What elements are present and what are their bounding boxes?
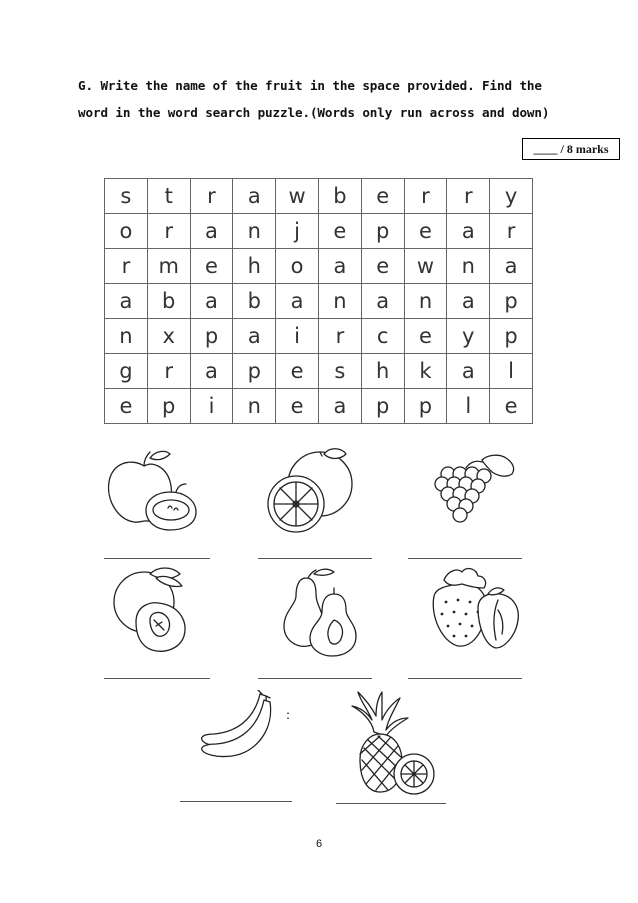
grid-cell[interactable]: n: [318, 284, 361, 319]
grid-cell[interactable]: l: [447, 389, 490, 424]
grid-cell[interactable]: g: [105, 354, 148, 389]
grid-cell[interactable]: e: [404, 319, 447, 354]
grid-cell[interactable]: a: [190, 284, 233, 319]
grid-cell[interactable]: y: [490, 179, 533, 214]
grid-cell[interactable]: s: [105, 179, 148, 214]
grid-cell[interactable]: m: [147, 249, 190, 284]
grid-cell[interactable]: p: [404, 389, 447, 424]
answer-line-5[interactable]: [258, 678, 372, 679]
peach-icon: [106, 566, 194, 656]
grid-cell[interactable]: s: [318, 354, 361, 389]
stray-mark: :: [286, 708, 291, 722]
grid-cell[interactable]: b: [233, 284, 276, 319]
grid-cell[interactable]: p: [147, 389, 190, 424]
grid-cell[interactable]: e: [276, 389, 319, 424]
grid-cell[interactable]: o: [276, 249, 319, 284]
strawberry-icon: [424, 566, 524, 656]
grid-row: [105, 354, 533, 389]
answer-line-2[interactable]: [258, 558, 372, 559]
pineapple-icon: [338, 690, 438, 796]
answer-line-7[interactable]: [180, 801, 292, 802]
grid-row: [105, 214, 533, 249]
grid-cell[interactable]: p: [190, 319, 233, 354]
instruction-line-1: G. Write the name of the fruit in the space provided. Find the: [78, 78, 542, 93]
grid-cell[interactable]: o: [105, 214, 148, 249]
grid-cell[interactable]: a: [190, 214, 233, 249]
grid-cell[interactable]: n: [105, 319, 148, 354]
grid-cell[interactable]: n: [404, 284, 447, 319]
answer-line-4[interactable]: [104, 678, 210, 679]
grid-cell[interactable]: l: [490, 354, 533, 389]
grid-cell[interactable]: w: [404, 249, 447, 284]
grid-cell[interactable]: r: [190, 179, 233, 214]
instructions: [78, 72, 598, 126]
grid-cell[interactable]: p: [490, 319, 533, 354]
grid-row: [105, 284, 533, 319]
grid-cell[interactable]: p: [490, 284, 533, 319]
grid-cell[interactable]: a: [318, 249, 361, 284]
pear-icon: [272, 564, 362, 658]
grid-cell[interactable]: r: [147, 214, 190, 249]
grid-cell[interactable]: j: [276, 214, 319, 249]
apple-icon: [104, 448, 200, 534]
grid-cell[interactable]: a: [276, 284, 319, 319]
grid-cell[interactable]: h: [361, 354, 404, 389]
page-number: 6: [315, 838, 323, 850]
grid-cell[interactable]: r: [490, 214, 533, 249]
grid-cell[interactable]: e: [361, 249, 404, 284]
grid-cell[interactable]: a: [447, 284, 490, 319]
grid-cell[interactable]: n: [233, 389, 276, 424]
answer-line-6[interactable]: [408, 678, 522, 679]
banana-icon: [196, 690, 276, 762]
grid-cell[interactable]: x: [147, 319, 190, 354]
grid-cell[interactable]: c: [361, 319, 404, 354]
grid-cell[interactable]: h: [233, 249, 276, 284]
grid-cell[interactable]: a: [105, 284, 148, 319]
grid-cell[interactable]: r: [404, 179, 447, 214]
grid-cell[interactable]: a: [233, 179, 276, 214]
marks-box[interactable]: ____ / 8 marks: [522, 138, 620, 160]
grid-cell[interactable]: t: [147, 179, 190, 214]
grid-cell[interactable]: y: [447, 319, 490, 354]
grid-cell[interactable]: e: [190, 249, 233, 284]
grid-cell[interactable]: a: [318, 389, 361, 424]
grapes-icon: [426, 452, 522, 536]
grid-cell[interactable]: n: [233, 214, 276, 249]
grid-cell[interactable]: r: [105, 249, 148, 284]
answer-line-8[interactable]: [336, 803, 446, 804]
grid-row: [105, 249, 533, 284]
grid-cell[interactable]: p: [233, 354, 276, 389]
grid-cell[interactable]: p: [361, 389, 404, 424]
grid-row: [105, 389, 533, 424]
grid-cell[interactable]: i: [276, 319, 319, 354]
grid-cell[interactable]: r: [147, 354, 190, 389]
grid-cell[interactable]: a: [361, 284, 404, 319]
grid-cell[interactable]: r: [318, 319, 361, 354]
grid-row: [105, 319, 533, 354]
grid-cell[interactable]: k: [404, 354, 447, 389]
grid-row: [105, 179, 533, 214]
grid-cell[interactable]: a: [490, 249, 533, 284]
grid-cell[interactable]: e: [490, 389, 533, 424]
orange-icon: [262, 446, 360, 536]
grid-cell[interactable]: e: [361, 179, 404, 214]
grid-cell[interactable]: r: [447, 179, 490, 214]
grid-cell[interactable]: n: [447, 249, 490, 284]
grid-cell[interactable]: e: [105, 389, 148, 424]
grid-cell[interactable]: a: [447, 354, 490, 389]
instruction-line-2: word in the word search puzzle.(Words only run across and down): [78, 105, 550, 120]
grid-cell[interactable]: b: [147, 284, 190, 319]
grid-cell[interactable]: i: [190, 389, 233, 424]
grid-cell[interactable]: a: [447, 214, 490, 249]
word-search-grid: [104, 178, 533, 424]
grid-cell[interactable]: e: [276, 354, 319, 389]
grid-cell[interactable]: p: [361, 214, 404, 249]
grid-cell[interactable]: a: [233, 319, 276, 354]
grid-cell[interactable]: e: [404, 214, 447, 249]
answer-line-3[interactable]: [408, 558, 522, 559]
grid-cell[interactable]: b: [318, 179, 361, 214]
grid-cell[interactable]: w: [276, 179, 319, 214]
grid-cell[interactable]: e: [318, 214, 361, 249]
grid-cell[interactable]: a: [190, 354, 233, 389]
answer-line-1[interactable]: [104, 558, 210, 559]
